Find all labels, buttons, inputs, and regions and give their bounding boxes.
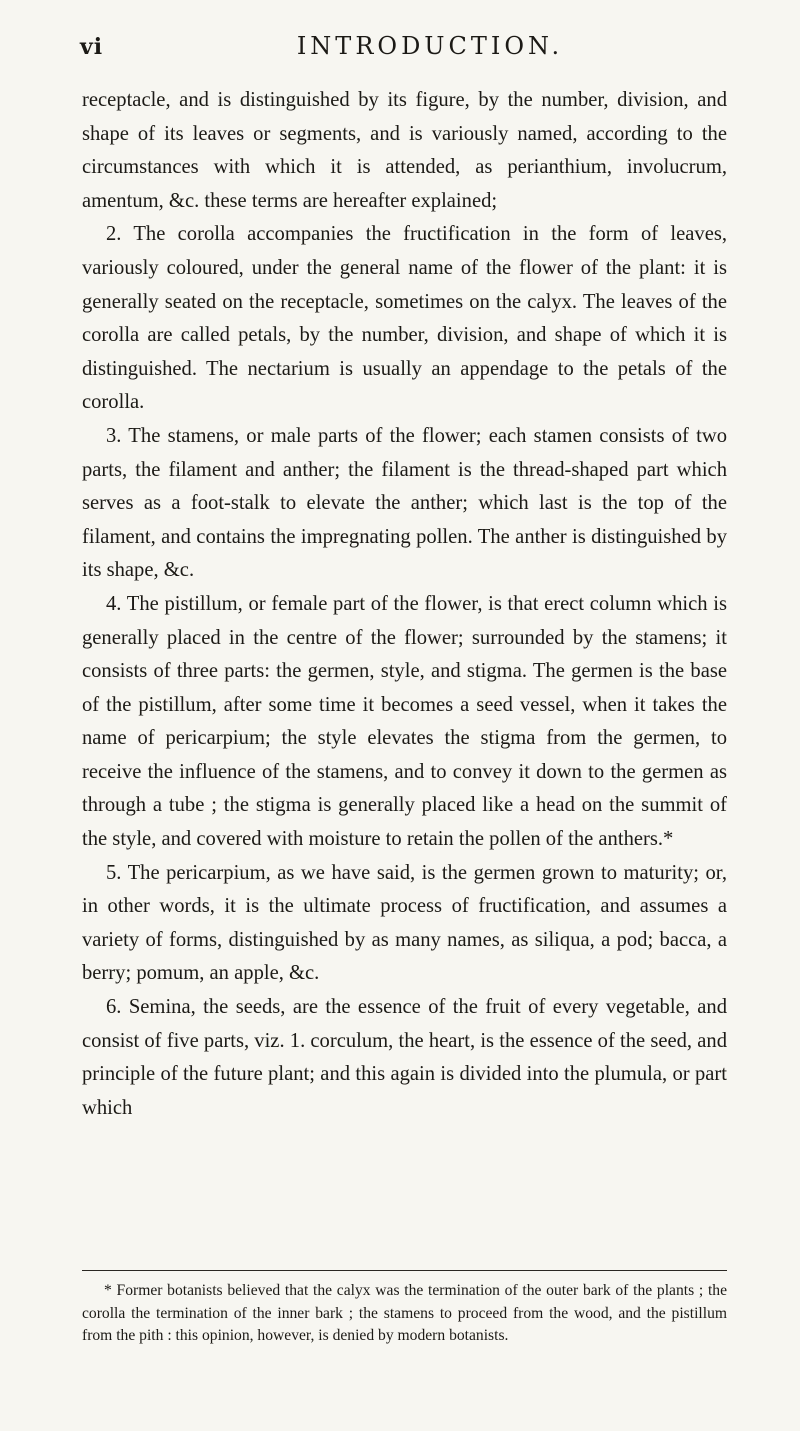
footnote: * Former botanists believed that the calyx was the termination of the outer bark of the plants ; the corolla the termination of the inner bark ; the stamens to proceed from the wood, and the pistillum from the pith : this opinion, however, is denied by modern botanists. [82, 1282, 727, 1344]
paragraph-corolla: 2. The corolla accompanies the fructification in the form of leaves, variously coloured, under the general name of the flower of the plant: it is generally seated on the receptacle, sometimes on the calyx. The leaves of the corolla are called petals, by the number, division, and shape of which it is distinguished. The nectarium is usually an appendage to the petals of the corolla. [82, 223, 727, 414]
paragraph-stamens: 3. The stamens, or male parts of the flower; each stamen consists of two parts, the filament and anther; the filament is the thread-shaped part which serves as a foot-stalk to elevate the anther; which last is the top of the filament, and contains the impregnating pollen. The anther is distinguished by its shape, &c. [82, 424, 727, 582]
paragraph-semina: 6. Semina, the seeds, are the essence of the fruit of every vegetable, and consist of five parts, viz. 1. corculum, the heart, is the essence of the seed, and principle of the future plant; and this again is divided into the plumula, or part which [82, 996, 727, 1119]
running-title: INTRODUCTION. [296, 32, 564, 60]
running-head [80, 30, 720, 70]
paragraph-pistillum: 4. The pistillum, or female part of the flower, is that erect column which is generally placed in the centre of the flower; surrounded by the stamens; it consists of three parts: the germen, style, and stigma. The germen is the base of the pistillum, after some time it becomes a seed vessel, when it takes the name of pericarpium; the style elevates the stigma from the germen, to receive the influence of the stamens, and to convey it down to the germen as through a tube ; the stigma is generally placed like a head on the summit of the style, and covered with moisture to retain the pollen of the anthers.* [82, 592, 727, 851]
page-number: vi [80, 34, 104, 60]
body-text [82, 84, 727, 1125]
paragraph-continuation: receptacle, and is distinguished by its figure, by the number, division, and shape of its leaves or segments, and is variously named, according to the circumstances with which it is attended, as perianthium, involucrum, amentum, &c. these terms are hereafter explained; [82, 89, 727, 212]
paragraph-pericarpium: 5. The pericarpium, as we have said, is the germen grown to maturity; or, in other words, it is the ultimate process of fructification, and assumes a variety of forms, distinguished by as many names, as siliqua, a pod; bacca, a berry; pomum, an apple, &c. [82, 861, 727, 985]
footnote-divider [82, 1270, 727, 1271]
